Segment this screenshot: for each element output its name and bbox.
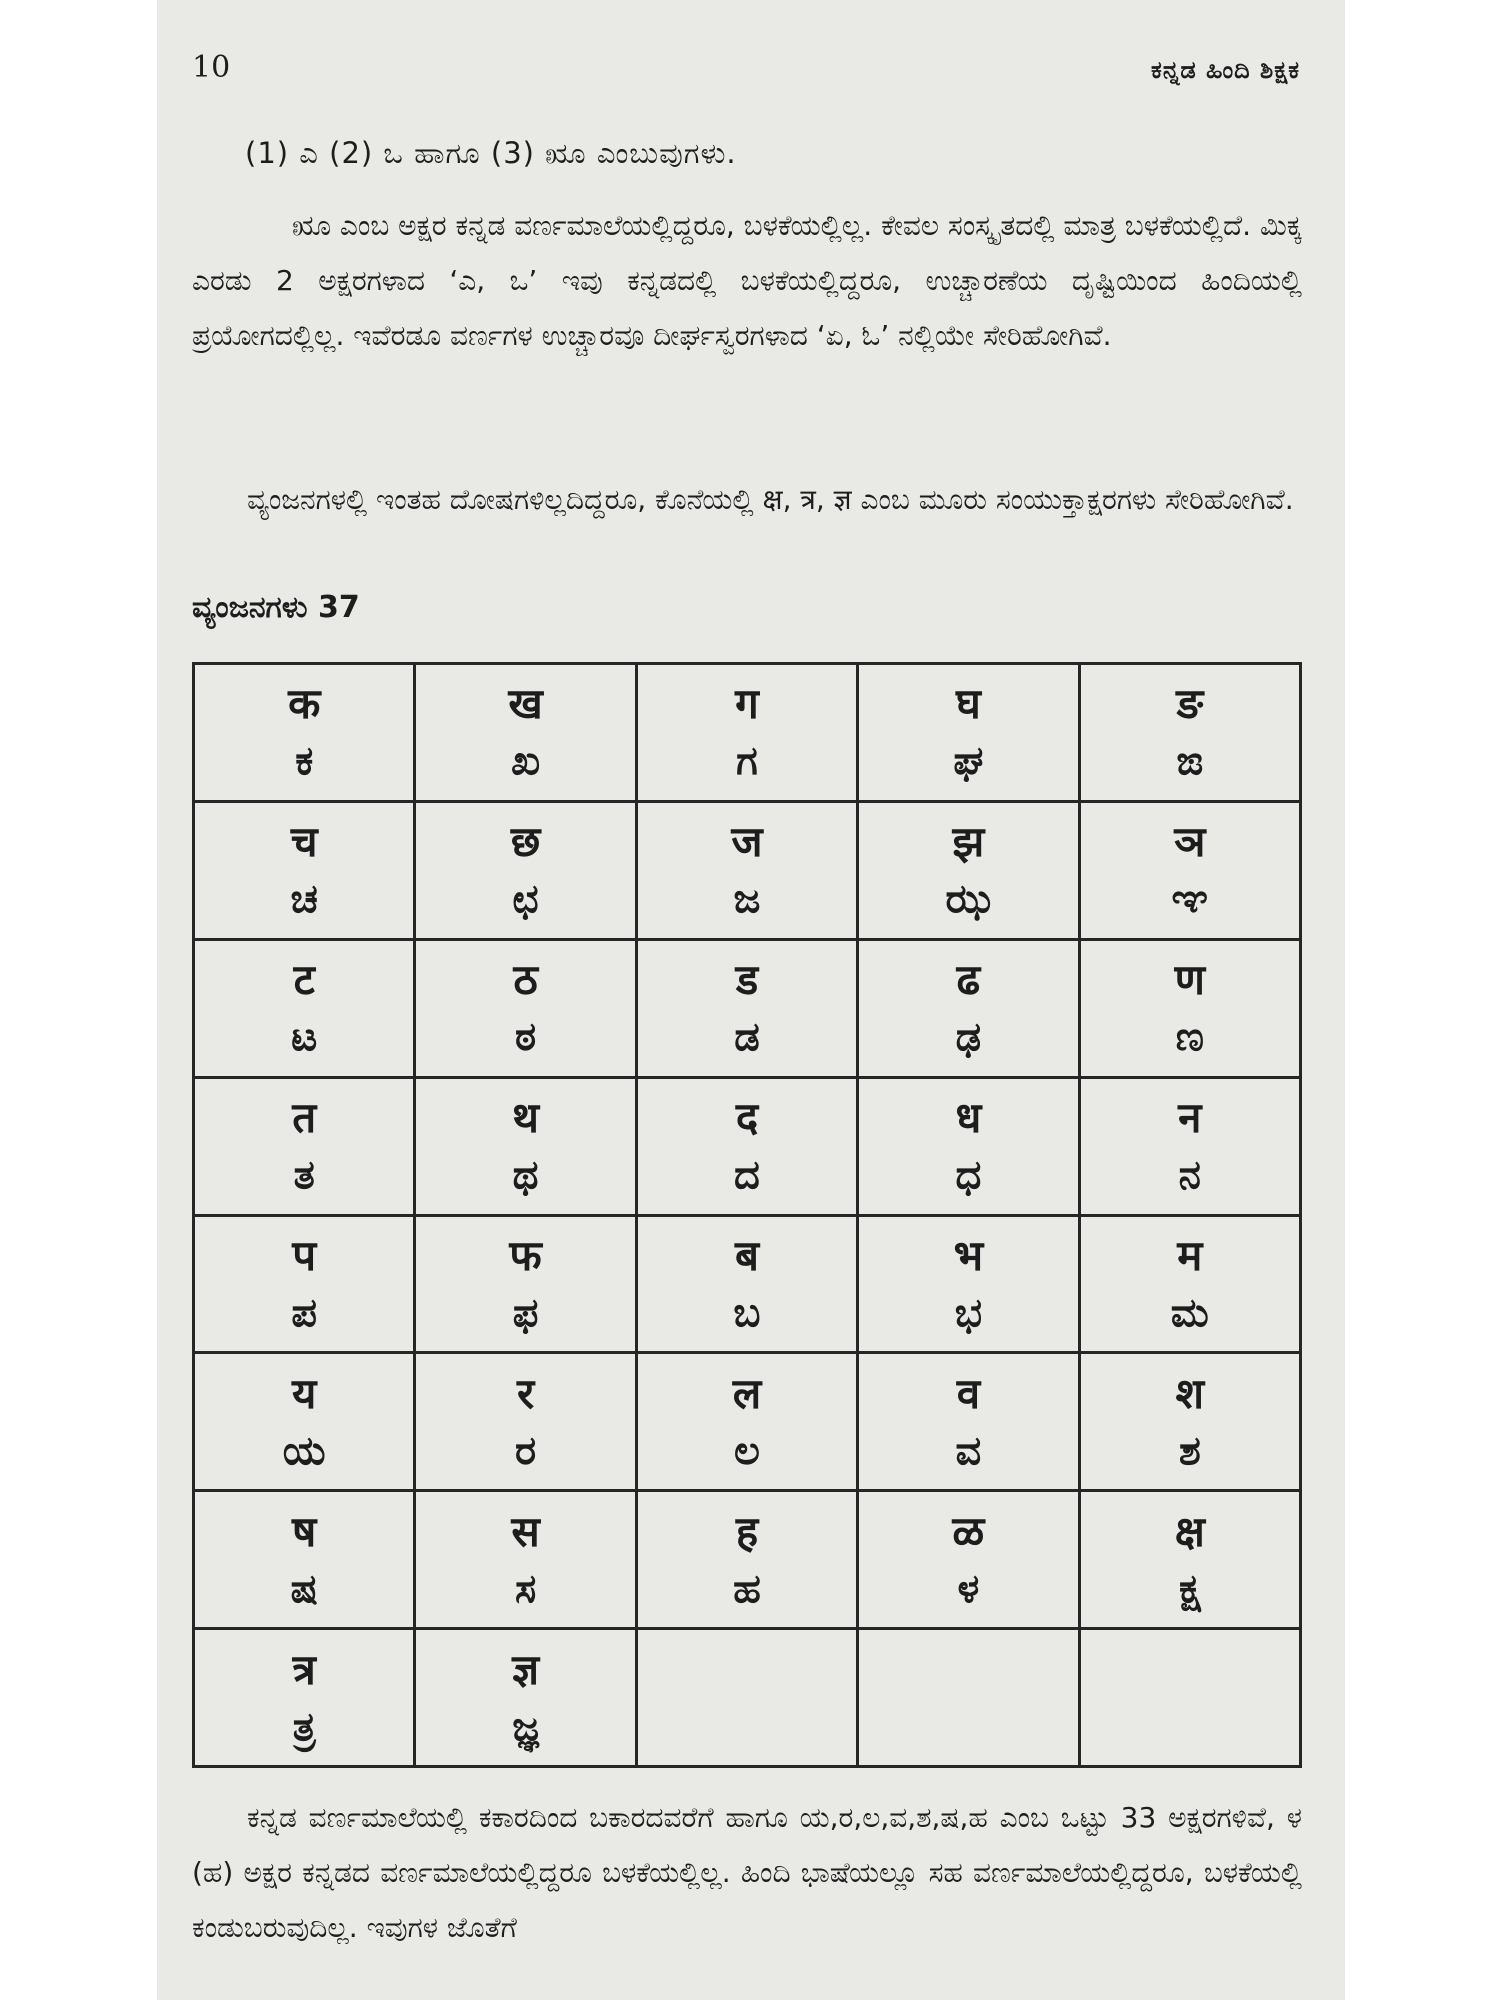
consonant-pair — [1081, 951, 1299, 1065]
consonant-cell — [415, 1491, 636, 1629]
kannada-letter: ಚ — [290, 876, 318, 923]
consonant-pair — [195, 1641, 413, 1755]
devanagari-letter: ज्ञ — [512, 1644, 540, 1694]
consonant-cell — [415, 1629, 636, 1767]
kannada-letter: ಮ — [1170, 1289, 1209, 1336]
consonant-cell — [415, 1215, 636, 1353]
devanagari-letter: च — [290, 817, 318, 867]
consonant-pair — [638, 951, 856, 1065]
consonant-pair — [859, 951, 1077, 1065]
devanagari-letter: श — [1175, 1368, 1205, 1418]
consonant-cell — [194, 1353, 415, 1491]
consonant-table — [192, 662, 1302, 1768]
consonant-cell — [636, 801, 857, 939]
consonant-pair — [859, 1365, 1077, 1479]
consonant-cell — [858, 801, 1079, 939]
devanagari-letter: त — [292, 1093, 317, 1143]
kannada-letter: ಥ — [512, 1152, 539, 1199]
kannada-letter: ಳ — [957, 1565, 980, 1612]
consonant-pair — [859, 813, 1077, 927]
consonant-pair — [638, 675, 856, 789]
consonant-cell — [415, 1353, 636, 1491]
devanagari-letter: थ — [512, 1093, 539, 1143]
devanagari-letter: प — [292, 1230, 317, 1280]
devanagari-letter: क — [288, 679, 321, 729]
kannada-letter: ಶ — [1178, 1427, 1201, 1474]
paragraph-vowels: ೠ ಎಂಬ ಅಕ್ಷರ ಕನ್ನಡ ವರ್ಣಮಾಲೆಯಲ್ಲಿದ್ದರೂ, ಬಳಕೆಯಲ್ಲಿಲ್ಲ. ಕೇವಲ ಸಂಸ್ಕೃತದಲ್ಲಿ ಮಾತ್ರ ಬಳಕೆಯಲ್ಲಿದೆ. ಮಿಕ್ಕ ಎರಡು 2 ಅಕ್ಷರಗಳಾದ ‘ಎ, ಒ’ ಇವು ಕನ್ನಡದಲ್ಲಿ ಬಳಕೆಯಲ್ಲಿದ್ದರೂ, ಉಚ್ಚಾರಣೆಯ ದೃಷ್ಟಿಯಿಂದ ಹಿಂದಿಯಲ್ಲಿ ಪ್ರಯೋಗದಲ್ಲಿಲ್ಲ. ಇವೆರಡೂ ವರ್ಣಗಳ ಉಚ್ಚಾರವೂ ದೀರ್ಘಸ್ವರಗಳಾದ ‘ಏ, ಓ’ ನಲ್ಲಿಯೇ ಸೇರಿಹೋಗಿವೆ. — [192, 209, 1302, 352]
consonant-cell — [415, 939, 636, 1077]
devanagari-letter: ट — [293, 955, 315, 1005]
consonant-pair — [416, 1227, 634, 1341]
devanagari-letter: त्र — [292, 1644, 316, 1694]
consonant-pair — [638, 1227, 856, 1341]
consonant-cell — [194, 1491, 415, 1629]
kannada-letter: ಭ — [954, 1289, 983, 1336]
consonant-pair — [1081, 675, 1299, 789]
devanagari-letter: ध — [955, 1093, 982, 1143]
consonant-cell — [858, 1353, 1079, 1491]
kannada-letter: ಸ — [514, 1565, 537, 1612]
consonant-cell — [1079, 1353, 1300, 1491]
devanagari-letter: ञ — [1174, 817, 1206, 867]
kannada-letter: ಯ — [282, 1427, 326, 1474]
consonant-cell — [858, 939, 1079, 1077]
devanagari-letter: व — [956, 1368, 981, 1418]
consonant-cell — [636, 1215, 857, 1353]
devanagari-letter: ह — [735, 1506, 759, 1556]
devanagari-letter: क्ष — [1174, 1506, 1205, 1556]
consonant-cell — [636, 939, 857, 1077]
consonant-cell — [415, 801, 636, 939]
consonant-pair — [1081, 1365, 1299, 1479]
consonant-cell — [194, 939, 415, 1077]
devanagari-letter: ब — [734, 1230, 759, 1280]
consonant-cell — [858, 1077, 1079, 1215]
kannada-letter: ಫ — [512, 1289, 539, 1336]
consonant-pair — [195, 813, 413, 927]
consonant-cell — [194, 1077, 415, 1215]
consonant-cell — [858, 1491, 1079, 1629]
kannada-letter: ಕ — [295, 738, 314, 785]
consonant-pair — [416, 951, 634, 1065]
devanagari-letter: ष — [292, 1506, 317, 1556]
consonant-cell — [1079, 1215, 1300, 1353]
consonant-pair — [416, 1089, 634, 1203]
kannada-letter: ಛ — [512, 876, 539, 923]
kannada-letter: ಹ — [733, 1565, 761, 1612]
consonant-cell — [415, 1077, 636, 1215]
consonant-cell — [636, 1629, 857, 1767]
kannada-letter: ಧ — [955, 1152, 982, 1199]
kannada-letter: ಙ — [1176, 738, 1204, 785]
consonant-cell — [194, 1215, 415, 1353]
devanagari-letter: घ — [955, 679, 981, 729]
table-row — [194, 1353, 1301, 1491]
kannada-letter: ಜ — [733, 876, 761, 923]
consonant-cell — [1079, 1491, 1300, 1629]
consonant-pair — [195, 675, 413, 789]
consonant-cell — [194, 801, 415, 939]
consonant-cell — [858, 1629, 1079, 1767]
consonant-pair — [1081, 813, 1299, 927]
table-row — [194, 1491, 1301, 1629]
kannada-letter: ತ್ರ — [292, 1703, 316, 1750]
consonant-pair — [1081, 1089, 1299, 1203]
kannada-letter: ಕ್ಷ — [1178, 1565, 1201, 1612]
consonant-cell — [1079, 664, 1300, 802]
consonant-cell — [1079, 1077, 1300, 1215]
kannada-letter: ನ — [1178, 1152, 1201, 1199]
running-header: ಕನ್ನಡ ಹಿಂದಿ ಶಿಕ್ಷಕ — [1151, 56, 1300, 84]
devanagari-letter: द — [735, 1093, 759, 1143]
devanagari-letter: छ — [510, 817, 541, 867]
consonant-pair — [1081, 1641, 1299, 1755]
consonant-pair — [638, 1503, 856, 1617]
table-row — [194, 801, 1301, 939]
kannada-letter: ಘ — [953, 738, 984, 785]
consonant-cell — [194, 1629, 415, 1767]
consonant-pair — [859, 675, 1077, 789]
consonant-cell — [636, 1077, 857, 1215]
kannada-letter: ರ — [515, 1427, 537, 1474]
kannada-letter: ಲ — [734, 1427, 760, 1474]
consonant-pair — [859, 1503, 1077, 1617]
kannada-letter: ಡ — [734, 1014, 760, 1061]
table-row — [194, 1629, 1301, 1767]
consonant-pair — [416, 1503, 634, 1617]
devanagari-letter: ठ — [513, 955, 538, 1005]
devanagari-letter: य — [292, 1368, 317, 1418]
devanagari-letter: ढ — [956, 955, 981, 1005]
consonant-cell — [858, 1215, 1079, 1353]
kannada-letter: ತ — [293, 1152, 315, 1199]
kannada-letter: ಜ್ಞ — [512, 1703, 539, 1750]
devanagari-letter: ख — [508, 679, 543, 729]
devanagari-letter: र — [516, 1368, 535, 1418]
consonant-pair — [416, 675, 634, 789]
devanagari-letter: ज — [731, 817, 763, 867]
consonant-cell — [1079, 801, 1300, 939]
consonant-pair — [1081, 1227, 1299, 1341]
consonant-cell — [636, 664, 857, 802]
devanagari-letter: ग — [735, 679, 759, 729]
devanagari-letter: ल — [732, 1368, 762, 1418]
consonant-pair — [195, 1365, 413, 1479]
consonant-pair — [638, 813, 856, 927]
consonant-pair — [416, 1365, 634, 1479]
consonant-pair — [638, 1089, 856, 1203]
table-row — [194, 1077, 1301, 1215]
kannada-letter: ದ — [734, 1152, 760, 1199]
kannada-letter: ಖ — [511, 738, 541, 785]
kannada-letter: ಣ — [1175, 1014, 1204, 1061]
devanagari-letter: झ — [952, 817, 985, 867]
kannada-letter: ವ — [955, 1427, 982, 1474]
devanagari-letter: न — [1178, 1093, 1202, 1143]
kannada-letter: ಟ — [291, 1014, 318, 1061]
consonant-cell — [1079, 939, 1300, 1077]
page-number: 10 — [192, 50, 231, 85]
table-row — [194, 664, 1301, 802]
devanagari-letter: ण — [1174, 955, 1205, 1005]
consonant-cell — [194, 664, 415, 802]
consonant-cell — [415, 664, 636, 802]
kannada-letter: ಪ — [291, 1289, 318, 1336]
kannada-letter: ಷ — [290, 1565, 318, 1612]
table-row — [194, 939, 1301, 1077]
book-page — [157, 0, 1345, 2000]
devanagari-letter: ड — [735, 955, 759, 1005]
kannada-letter: ಝ — [945, 876, 992, 923]
devanagari-letter: म — [1177, 1230, 1203, 1280]
consonant-pair — [638, 1641, 856, 1755]
consonant-pair — [1081, 1503, 1299, 1617]
consonant-pair — [859, 1089, 1077, 1203]
consonant-cell — [636, 1491, 857, 1629]
devanagari-letter: फ — [509, 1230, 542, 1280]
paragraph-kannada-letters: ಕನ್ನಡ ವರ್ಣಮಾಲೆಯಲ್ಲಿ ಕಕಾರದಿಂದ ಬಕಾರದವರೆಗೆ ಹಾಗೂ ಯ,ರ,ಲ,ವ,ಶ,ಷ,ಹ ಎಂಬ ಒಟ್ಟು 33 ಅಕ್ಷರಗಳಿವೆ, ಳ (ಹ) ಅಕ್ಷರ ಕನ್ನಡದ ವರ್ಣಮಾಲೆಯಲ್ಲಿದ್ದರೂ ಬಳಕೆಯಲ್ಲಿಲ್ಲ. ಹಿಂದಿ ಭಾಷೆಯಲ್ಲೂ ಸಹ ವರ್ಣಮಾಲೆಯಲ್ಲಿದ್ದರೂ, ಬಳಕೆಯಲ್ಲಿ ಕಂಡುಬರುವುದಿಲ್ಲ. ಇವುಗಳ ಜೊತೆಗೆ — [192, 1801, 1302, 1944]
consonant-cell — [1079, 1629, 1300, 1767]
paragraph-consonants-intro: ವ್ಯಂಜನಗಳಲ್ಲಿ ಇಂತಹ ದೋಷಗಳಿಲ್ಲದಿದ್ದರೂ, ಕೊನೆಯಲ್ಲಿ क्ष, त्र, ज्ञ ಎಂಬ ಮೂರು ಸಂಯುಕ್ತಾಕ್ಷರಗಳು ಸೇರಿಹೋಗಿವೆ. — [247, 483, 1294, 516]
devanagari-letter: स — [511, 1506, 540, 1556]
consonant-pair — [195, 1227, 413, 1341]
devanagari-letter: ळ — [952, 1506, 985, 1556]
kannada-letter: ಬ — [733, 1289, 761, 1336]
kannada-letter: ಞ — [1171, 876, 1209, 923]
consonant-pair — [416, 1641, 634, 1755]
consonant-pair — [195, 951, 413, 1065]
consonant-table-body — [194, 664, 1301, 1767]
devanagari-letter: ङ — [1176, 679, 1204, 729]
table-row — [194, 1215, 1301, 1353]
kannada-letter: ಢ — [955, 1014, 982, 1061]
consonant-pair — [195, 1089, 413, 1203]
consonant-cell — [858, 664, 1079, 802]
consonant-pair — [195, 1503, 413, 1617]
devanagari-letter: भ — [953, 1230, 984, 1280]
consonant-pair — [416, 813, 634, 927]
kannada-letter: ಠ — [515, 1014, 537, 1061]
consonant-cell — [636, 1353, 857, 1491]
consonant-pair — [859, 1641, 1077, 1755]
kannada-letter: ಗ — [736, 738, 758, 785]
section-heading: ವ್ಯಂಜನಗಳು 37 — [192, 590, 360, 625]
consonant-pair — [638, 1365, 856, 1479]
consonant-pair — [859, 1227, 1077, 1341]
intro-line: (1) ಎ (2) ಒ ಹಾಗೂ (3) ೠ ಎಂಬುವುಗಳು. — [245, 136, 737, 170]
